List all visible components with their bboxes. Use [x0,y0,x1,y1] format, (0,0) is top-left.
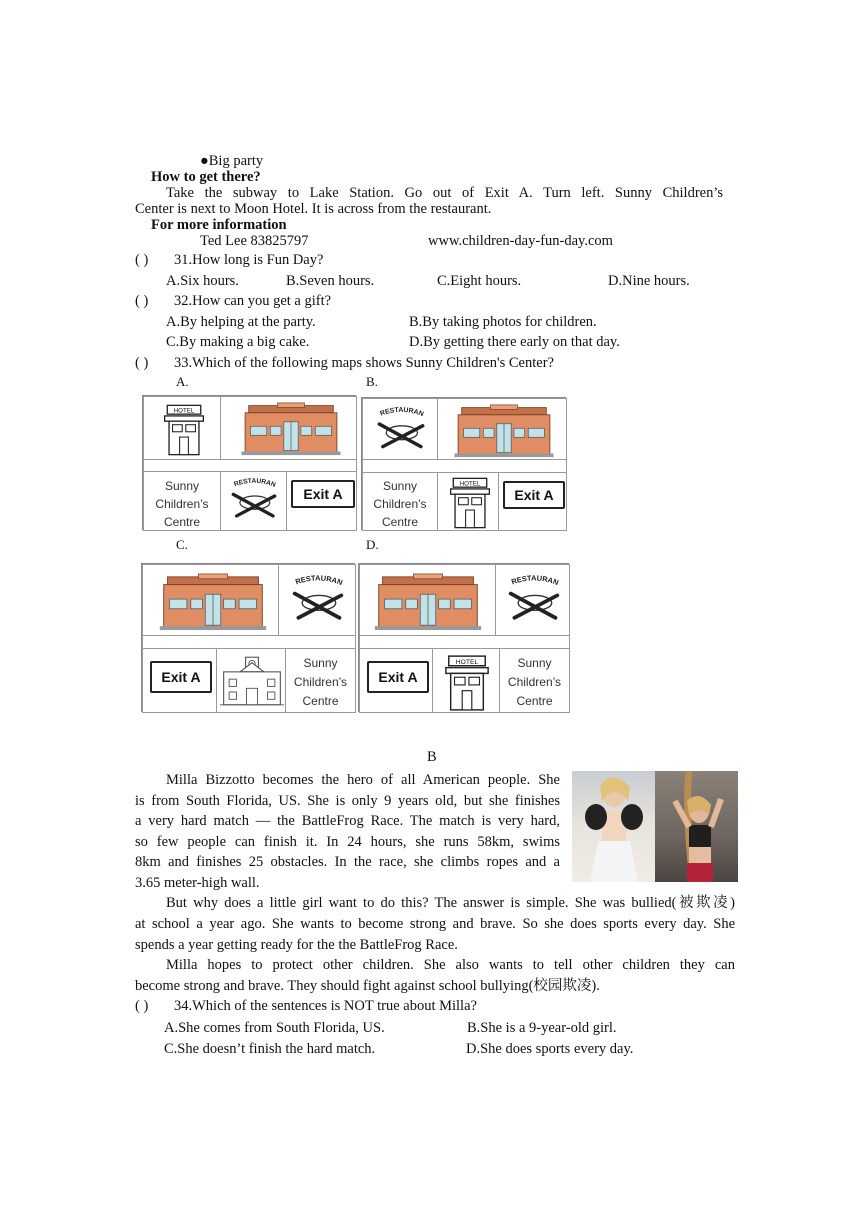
q34-option-b: B.She is a 9-year-old girl. [467,1020,617,1036]
map-a-building-cell [220,396,357,460]
q32-answer-bracket[interactable]: ( ) [135,293,149,309]
sunny-line-2: Children’s [373,497,427,511]
map-a-restaurant-cell [220,471,287,531]
map-c-exit-cell [142,648,217,713]
sunny-line-2: Children’s [155,497,209,511]
map-c-restaurant-cell [278,564,356,636]
map-c-building-cell [142,564,279,636]
map-c-sunny-cell [285,648,356,713]
p1-line-4: so few people can finish it. In 24 hours, she runs 58km, swims [135,834,560,850]
building-icon [374,573,482,631]
map-b[interactable] [361,397,566,530]
milla-rope-photo [655,771,738,882]
p1-line-2: is from South Florida, US. She is only 9 years old, but she finishes [135,793,560,809]
restaurant-icon [285,573,351,629]
p3-line-2: become strong and brave. They should fight against school bullying(校园欺凌). [135,978,600,994]
q32-option-b: B.By taking photos for children. [409,314,597,330]
rope-climb-image [655,771,738,882]
p1-line-5: 8km and finishes 25 obstacles. In the race, she climbs ropes and a [135,854,560,870]
directions-line-1: Take the subway to Lake Station. Go out of Exit A. Turn left. Sunny Children’s [166,185,723,201]
hotel-icon [443,654,491,712]
q32-option-d: D.By getting there early on that day. [409,334,620,350]
q34-option-c: C.She doesn’t finish the hard match. [164,1041,376,1057]
q31-option-c: C.Eight hours. [437,273,522,289]
sunny-line-1: Sunny [164,479,200,493]
map-d-building-cell [359,564,496,636]
q31-option-b: B.Seven hours. [286,273,375,289]
q31-question: 31.How long is Fun Day? [174,252,324,268]
milla-boxing-photo [572,771,655,882]
q31-answer-bracket[interactable]: ( ) [135,252,149,268]
q33-answer-bracket[interactable]: ( ) [135,355,149,371]
sunny-line-2: Children’s [507,675,562,689]
map-b-restaurant-cell [362,398,438,460]
map-a-label: A. [176,374,189,389]
map-a-hotel-cell [143,396,221,460]
exit-a-sign: Exit A [503,481,565,509]
big-party-bullet: ●Big party [200,153,264,169]
building-icon [241,402,341,456]
restaurant-icon [501,573,567,629]
sunny-line-1: Sunny [517,656,552,670]
how-to-get-there-heading: How to get there? [151,169,261,185]
map-d-exit-cell [359,648,433,713]
school-icon [220,653,284,709]
p2-line-2: at school a year ago. She wants to become strong and brave. So she does sports every day. She [135,916,735,932]
map-b-hotel-cell [437,472,499,531]
map-d-hotel-cell [432,648,500,713]
map-d[interactable] [358,563,569,712]
sunny-line-3: Centre [516,694,553,708]
map-d-sunny-cell [499,648,570,713]
p1-line-6: 3.65 meter-high wall. [135,875,260,891]
more-information-heading: For more information [151,217,287,233]
map-a-exit-cell [286,471,357,531]
restaurant-icon [368,405,434,457]
q34-answer-bracket[interactable]: ( ) [135,998,149,1014]
q34-option-d: D.She does sports every day. [466,1041,634,1057]
p1-line-3: a very hard match — the BattleFrog Race. The match is very hard, [135,813,560,829]
boxing-girl-image [572,771,655,882]
p2-line-1: But why does a little girl want to do this? The answer is simple. She was bullied(被欺凌) [166,895,735,911]
exit-a-sign: Exit A [291,480,355,508]
sunny-line-3: Centre [163,515,201,529]
p1-line-1: Milla Bizzotto becomes the hero of all American people. She [166,772,560,788]
sunny-line-3: Centre [302,694,339,708]
restaurant-icon [225,476,283,526]
q32-question: 32.How can you get a gift? [174,293,332,309]
hotel-icon [448,476,492,530]
map-b-exit-cell [498,472,567,531]
map-d-street [359,635,570,649]
contact-name-phone: Ted Lee 83825797 [200,233,309,249]
exit-a-sign: Exit A [367,661,429,693]
p3-line-1: Milla hopes to protect other children. She also wants to tell other children they can [166,957,735,973]
map-b-sunny-cell [362,472,438,531]
hotel-icon [162,403,206,457]
map-b-street [362,459,567,473]
map-c[interactable] [141,563,355,712]
sunny-line-1: Sunny [303,656,338,670]
building-icon [454,404,554,458]
map-c-school-cell [216,648,286,713]
map-a[interactable] [142,395,356,530]
passage-b-letter: B [427,749,437,765]
q33-question: 33.Which of the following maps shows Sunny Children's Center? [174,355,554,371]
map-a-sunny-cell [143,471,221,531]
building-icon [159,573,267,631]
contact-website: www.children-day-fun-day.com [428,233,613,249]
map-b-label: B. [366,374,378,389]
sunny-line-3: Centre [381,515,419,529]
p2-line-3: spends a year getting ready for the the BattleFrog Race. [135,937,458,953]
map-c-street [142,635,356,649]
q31-option-d: D.Nine hours. [608,273,690,289]
map-c-label: C. [176,537,188,552]
map-b-building-cell [437,398,567,460]
exit-a-sign: Exit A [150,661,212,693]
sunny-line-2: Children’s [293,675,348,689]
directions-line-2: Center is next to Moon Hotel. It is across from the restaurant. [135,201,492,217]
q31-option-a: A.Six hours. [166,273,239,289]
map-d-label: D. [366,537,379,552]
q34-question: 34.Which of the sentences is NOT true about Milla? [174,998,477,1014]
q34-option-a: A.She comes from South Florida, US. [164,1020,385,1036]
q32-option-c: C.By making a big cake. [166,334,310,350]
q32-option-a: A.By helping at the party. [166,314,316,330]
map-d-restaurant-cell [495,564,570,636]
sunny-line-1: Sunny [382,479,418,493]
